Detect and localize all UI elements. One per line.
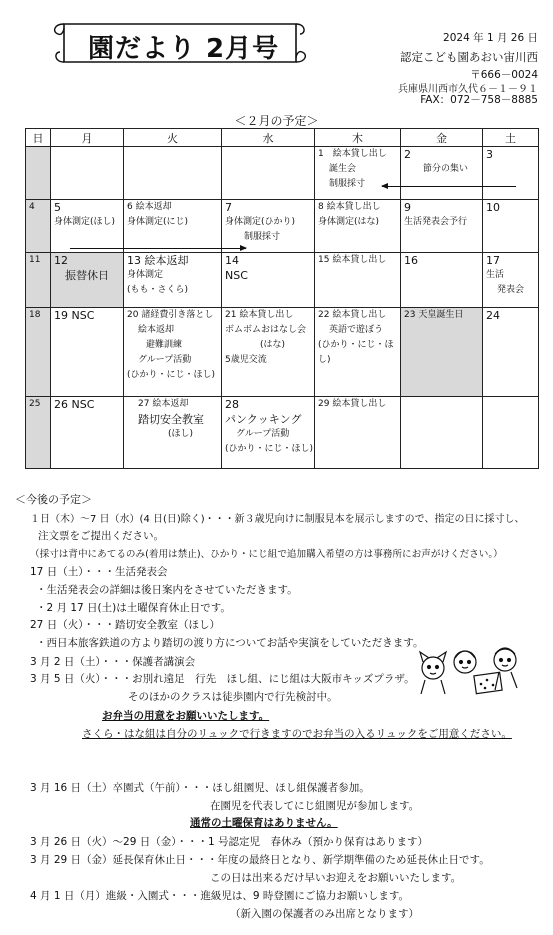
cell-line: 絵本返却	[138, 325, 175, 335]
cell-line: 10	[486, 201, 500, 214]
day-cell-19	[51, 308, 124, 397]
schedule-line: 注文票をご提出ください。	[38, 530, 164, 542]
cell-line: (ひかり・にじ・ほし)	[127, 370, 216, 380]
weekday-tue: 火	[124, 129, 222, 147]
day-cell	[26, 147, 51, 200]
day-cell-24	[483, 308, 539, 397]
schedule-line: 17 日（土）・・・生活発表会	[30, 566, 168, 578]
schedule-line: 3 月 26 日（火）～29 日（金）・・・1 号認定児 春休み（預かり保育はあります）	[30, 836, 429, 848]
cell-line: 14	[225, 254, 239, 267]
day-cell-11	[26, 253, 51, 308]
day-cell	[483, 397, 539, 469]
cell-line: 4	[29, 202, 35, 212]
day-cell-2	[401, 147, 483, 200]
cell-line: 13 絵本返却	[127, 254, 189, 267]
february-calendar	[25, 128, 539, 469]
cell-line: 29 絵本貸し出し	[318, 399, 387, 409]
day-cell-27	[124, 397, 222, 469]
cell-line: 避難訓練	[146, 340, 183, 350]
cell-line: 3	[486, 148, 493, 161]
cell-line: 22 絵本貸し出し	[318, 310, 387, 320]
uniform-measure-arrow-week1	[382, 186, 516, 187]
cell-line: グループ活動	[138, 355, 192, 365]
postal-code: 〒666－0024	[470, 69, 538, 81]
day-cell	[401, 397, 483, 469]
day-cell-28	[222, 397, 315, 469]
calendar-week-5	[26, 397, 539, 469]
calendar-week-3	[26, 253, 539, 308]
school-name: 認定こども園あおい宙川西	[400, 50, 538, 64]
schedule-line: 27 日（火）・・・踏切安全教室（ほし）	[30, 619, 220, 631]
day-cell-15	[315, 253, 401, 308]
cell-line: 19 NSC	[54, 309, 95, 322]
calendar-caption: ＜２月の予定＞	[234, 114, 319, 128]
day-cell-6	[124, 200, 222, 253]
cell-line: 1 絵本貸し出し	[318, 149, 387, 159]
cell-line: 2	[404, 148, 411, 161]
cell-line: 23 天皇誕生日	[404, 310, 464, 320]
calendar-week-2	[26, 200, 539, 253]
cell-line: 身体測定(ひかり)	[225, 217, 296, 227]
cell-line: 節分の集い	[423, 164, 469, 174]
schedule-line: 4 月 1 日（月）進級・入園式・・・進級児は、9 時登園にご協力お願いします。	[30, 890, 410, 902]
cell-line: 身体測定	[127, 270, 164, 280]
weekday-fri: 金	[401, 129, 483, 147]
schedule-heading: ＜今後の予定＞	[15, 493, 92, 506]
cell-line: 身体測定(はな)	[318, 217, 380, 227]
cell-line: 16	[404, 254, 418, 267]
schedule-line-no-saturday: 通常の土曜保育はありません。	[190, 817, 338, 829]
schedule-line-lunch: お弁当の用意をお願いいたします。	[102, 710, 270, 722]
schedule-line: そのほかのクラスは徒歩園内で行先検討中。	[128, 691, 338, 703]
schedule-line: 3 月 29 日（金）延長保育休止日・・・年度の最終日となり、新学期準備のため延長休止日です。	[30, 854, 490, 866]
cell-line: 26 NSC	[54, 398, 95, 411]
cell-line: NSC	[225, 269, 248, 282]
schedule-line: 在園児を代表してにじ組園児が参加します。	[210, 800, 420, 812]
schedule-line: 3 月 16 日（土）卒園式（午前）・・・ほし組園児、ほし組保護者参加。	[30, 782, 370, 794]
weekday-sun: 日	[26, 129, 51, 147]
cell-line: グループ活動	[236, 429, 290, 439]
day-cell-26	[51, 397, 124, 469]
measurement-arrow-week2	[70, 248, 246, 249]
day-cell-3	[483, 147, 539, 200]
cell-line: 制服採寸	[329, 179, 366, 189]
day-cell-8	[315, 200, 401, 253]
cell-line: (はな)	[260, 340, 286, 350]
day-cell-9	[401, 200, 483, 253]
cell-line: (ほし)	[168, 429, 194, 439]
day-cell-10	[483, 200, 539, 253]
cell-line: (もも・さくら)	[127, 285, 189, 295]
cell-line: ボムボムおはなし会	[225, 325, 307, 335]
cell-line: 24	[486, 309, 500, 322]
cell-line: 7	[225, 201, 232, 214]
cell-line: 18	[29, 310, 41, 320]
cell-line: 英語で遊ぼう	[329, 325, 384, 335]
calendar-week-4	[26, 308, 539, 397]
day-cell-1	[315, 147, 401, 200]
cell-line: (ひかり・にじ・ほし)	[318, 340, 394, 365]
cell-line: 15 絵本貸し出し	[318, 255, 387, 265]
cell-line: 12	[54, 254, 68, 267]
cell-line: 27 絵本返却	[138, 399, 189, 409]
page-title: 園だより 2月号	[88, 34, 280, 64]
day-cell-12	[51, 253, 124, 308]
day-cell-20	[124, 308, 222, 397]
schedule-line: （採寸は背中にあてるのみ(着用は禁止)、ひかり・にじ組で追加購入希望の方は事務所にお声がけください。）	[30, 549, 503, 560]
day-cell-13	[124, 253, 222, 308]
day-cell-14	[222, 253, 315, 308]
schedule-line: （新入園の保護者のみ出席となります）	[230, 908, 419, 920]
weekday-mon: 月	[51, 129, 124, 147]
weekday-sat: 土	[483, 129, 539, 147]
cell-line: 身体測定(にじ)	[127, 217, 189, 227]
day-cell-18	[26, 308, 51, 397]
weekday-wed: 水	[222, 129, 315, 147]
cell-line: 11	[29, 255, 41, 265]
schedule-line: この日は出来るだけ早いお迎えをお願いいたします。	[210, 872, 462, 884]
day-cell-17	[483, 253, 539, 308]
schedule-line: 3 月 2 日（土）・・・保護者講演会	[30, 656, 196, 668]
cell-line: 生活発表会予行	[404, 217, 468, 227]
cell-line: 9	[404, 201, 411, 214]
day-cell-16	[401, 253, 483, 308]
day-cell-7	[222, 200, 315, 253]
cell-line: 踏切安全教室	[138, 413, 204, 426]
day-cell-22	[315, 308, 401, 397]
schedule-line-backpack: さくら・はな組は自分のリュックで行きますのでお弁当の入るリュックをご用意ください。	[82, 728, 512, 740]
schedule-line: ・西日本旅客鉄道の方より踏切の渡り方についてお話や実演をしていただきます。	[36, 637, 424, 649]
cell-line: 6 絵本返却	[127, 202, 172, 212]
day-cell-21	[222, 308, 315, 397]
children-illustration	[415, 638, 525, 698]
calendar-week-1	[26, 147, 539, 200]
schedule-line: ・生活発表会の詳細は後日案内をさせていただきます。	[36, 584, 298, 596]
cell-line: (ひかり・にじ・ほし)	[225, 444, 314, 454]
schedule-line: １日（木）～7 日（水）(4 日(日)除く)・・・新３歳児向けに制服見本を展示しますので、指定の日に採寸し、	[30, 514, 525, 525]
weekday-thu: 木	[315, 129, 401, 147]
day-cell	[51, 147, 124, 200]
fax-number: FAX：072－758－8885	[420, 94, 538, 106]
cell-line: 8 絵本貸し出し	[318, 202, 381, 212]
cell-line: 28	[225, 398, 239, 411]
cell-line: 制服採寸	[244, 232, 281, 242]
cell-line: 身体測定(ほし)	[54, 217, 116, 227]
cell-line: 振替休日	[65, 269, 109, 282]
schedule-line: 3 月 5 日（火）・・・お別れ遠足 行先 ほし組、にじ組は大阪市キッズプラザ。	[30, 673, 415, 685]
day-cell-5	[51, 200, 124, 253]
day-cell-25	[26, 397, 51, 469]
weekday-header-row	[26, 129, 539, 147]
cell-line: 発表会	[497, 285, 525, 295]
day-cell	[222, 147, 315, 200]
cell-line: 20 諸経費引き落とし	[127, 310, 214, 320]
cell-line: 21 絵本貸し出し	[225, 310, 294, 320]
day-cell	[124, 147, 222, 200]
cell-line: 生活	[486, 270, 505, 280]
cell-line: 5歳児交流	[225, 355, 267, 365]
schedule-line: ・2 月 17 日(土)は土曜保育休止日です。	[36, 602, 231, 614]
address: 兵庫県川西市久代６－１－９１	[398, 84, 538, 95]
cell-line: 25	[29, 399, 41, 409]
cell-line: 誕生会	[329, 164, 357, 174]
issue-date: 2024 年 1 月 26 日	[443, 32, 538, 44]
day-cell-29	[315, 397, 401, 469]
cell-line: 17	[486, 254, 500, 267]
cell-line: 5	[54, 201, 61, 214]
cell-line: パンクッキング	[225, 413, 302, 426]
day-cell-4	[26, 200, 51, 253]
day-cell-23	[401, 308, 483, 397]
